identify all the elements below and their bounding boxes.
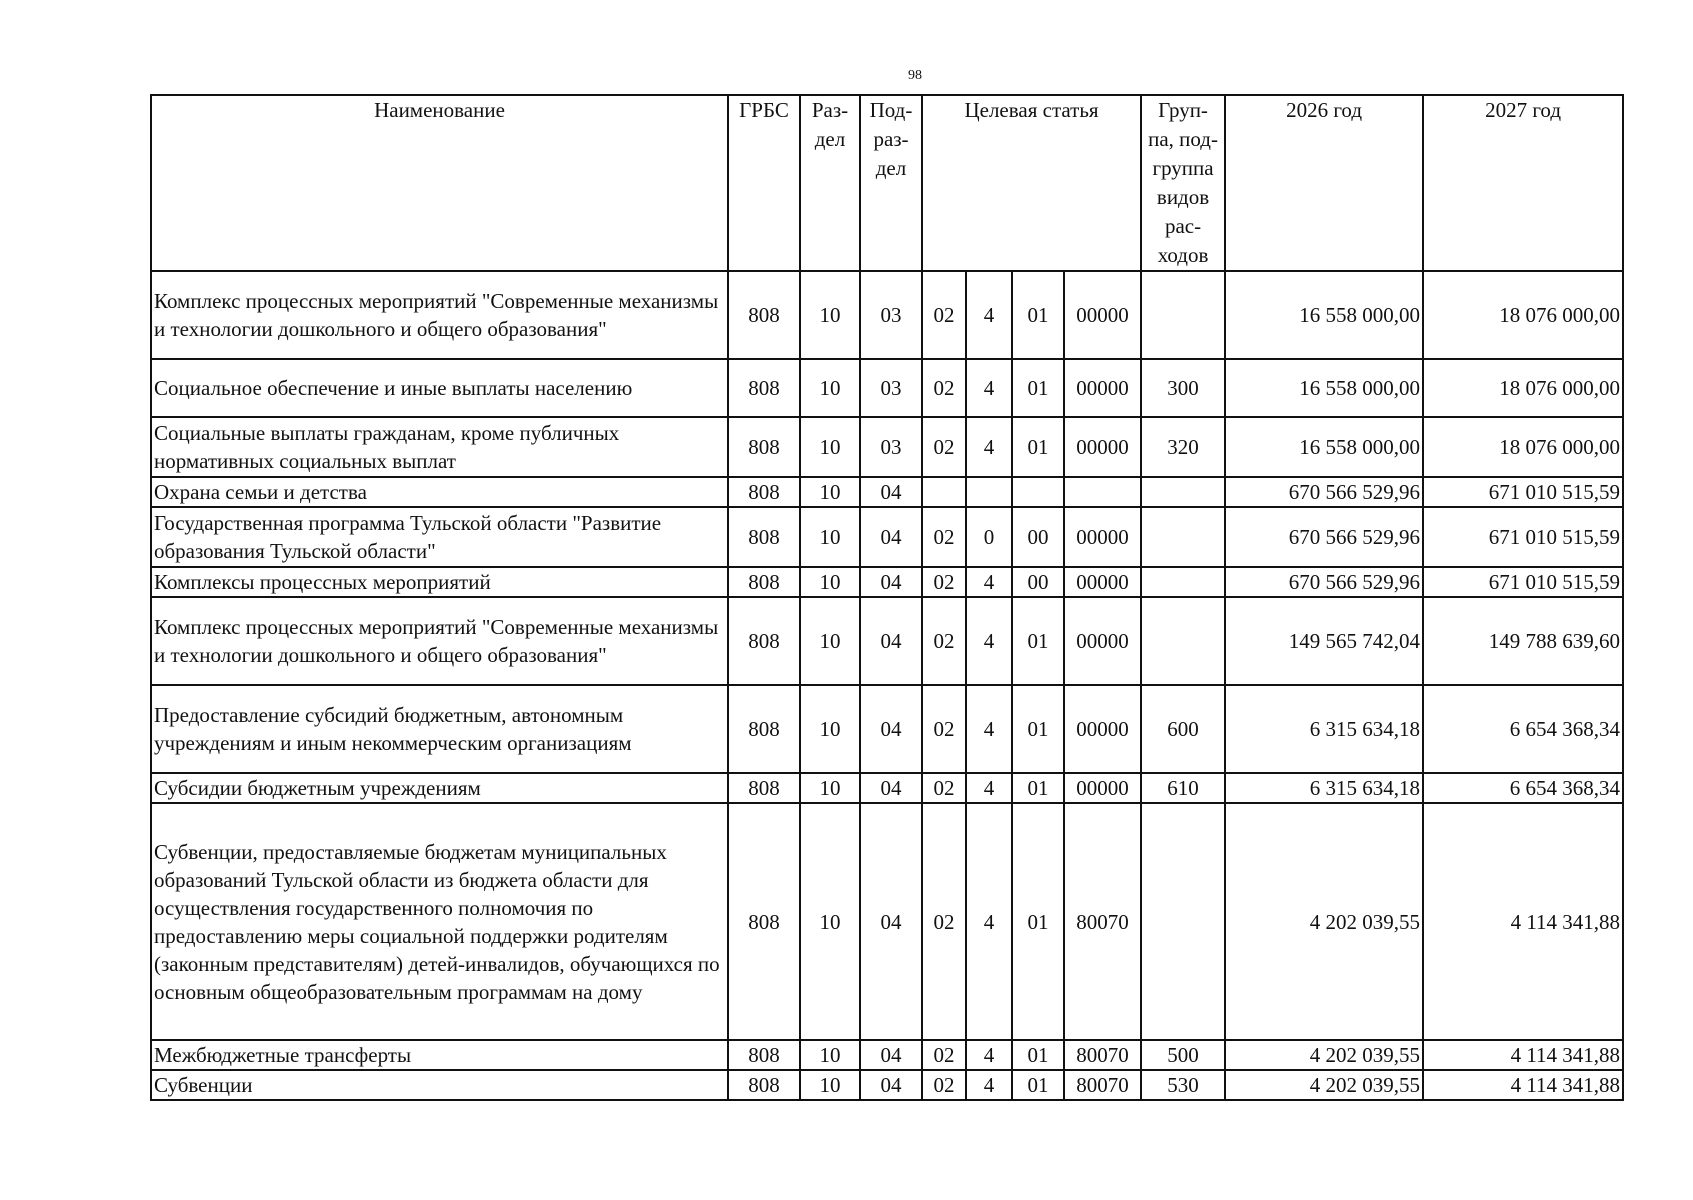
- table-row: [151, 773, 1623, 803]
- table-row: [151, 803, 1623, 1040]
- table-row: [151, 507, 1623, 567]
- row-value-2027: 671 010 515,59: [1423, 477, 1623, 507]
- row-expense-group: [1141, 271, 1225, 359]
- row-podrazdel: 04: [860, 1070, 922, 1100]
- row-value-2026: 6 315 634,18: [1225, 773, 1423, 803]
- row-name: Комплексы процессных мероприятий: [151, 567, 728, 597]
- row-value-2027: 4 114 341,88: [1423, 1040, 1623, 1070]
- row-value-2026: 16 558 000,00: [1225, 271, 1423, 359]
- header-grbs: ГРБС: [728, 95, 800, 271]
- row-value-2026: 149 565 742,04: [1225, 597, 1423, 685]
- row-expense-group: [1141, 597, 1225, 685]
- row-podrazdel: 04: [860, 1040, 922, 1070]
- row-target-type: 4: [966, 597, 1012, 685]
- row-podrazdel: 03: [860, 359, 922, 417]
- table-body: [151, 271, 1623, 1100]
- row-razdel: 10: [800, 773, 860, 803]
- row-target-direction: 80070: [1064, 1070, 1141, 1100]
- table-row: [151, 1070, 1623, 1100]
- row-target-type: 4: [966, 567, 1012, 597]
- row-grbs: 808: [728, 597, 800, 685]
- row-value-2027: 18 076 000,00: [1423, 359, 1623, 417]
- row-value-2027: 149 788 639,60: [1423, 597, 1623, 685]
- row-razdel: 10: [800, 271, 860, 359]
- row-target-subprogram: 01: [1012, 359, 1064, 417]
- row-expense-group: 530: [1141, 1070, 1225, 1100]
- row-grbs: 808: [728, 685, 800, 773]
- table-row: [151, 567, 1623, 597]
- row-razdel: 10: [800, 359, 860, 417]
- row-value-2026: 670 566 529,96: [1225, 567, 1423, 597]
- row-target-type: 4: [966, 685, 1012, 773]
- table-row: [151, 597, 1623, 685]
- row-target-direction: 00000: [1064, 417, 1141, 477]
- header-name: Наименование: [151, 95, 728, 271]
- row-name: Субвенции, предоставляемые бюджетам муниципальных образований Тульской области из бюджета области для осуществления государственного полномочия по предоставлению меры социальной поддержки родителям (законным представителям) детей-инвалидов, обучающихся по основным общеобразовательным программам на дому: [151, 803, 728, 1040]
- row-value-2026: 6 315 634,18: [1225, 685, 1423, 773]
- row-target-subprogram: 01: [1012, 417, 1064, 477]
- row-expense-group: 610: [1141, 773, 1225, 803]
- row-value-2026: 4 202 039,55: [1225, 1040, 1423, 1070]
- row-expense-group: [1141, 507, 1225, 567]
- row-target-type: 4: [966, 417, 1012, 477]
- budget-table: [150, 94, 1624, 1101]
- row-target-type: 4: [966, 1070, 1012, 1100]
- row-grbs: 808: [728, 773, 800, 803]
- row-value-2026: 670 566 529,96: [1225, 477, 1423, 507]
- header-year-2026: 2026 год: [1225, 95, 1423, 271]
- row-razdel: 10: [800, 597, 860, 685]
- row-target-direction: 80070: [1064, 1040, 1141, 1070]
- row-razdel: 10: [800, 1070, 860, 1100]
- row-target-program: 02: [922, 1040, 966, 1070]
- page-number: 98: [908, 68, 922, 83]
- row-razdel: 10: [800, 1040, 860, 1070]
- row-target-program: 02: [922, 803, 966, 1040]
- row-podrazdel: 04: [860, 477, 922, 507]
- row-target-program: 02: [922, 359, 966, 417]
- row-target-program: 02: [922, 597, 966, 685]
- row-grbs: 808: [728, 271, 800, 359]
- row-grbs: 808: [728, 507, 800, 567]
- row-grbs: 808: [728, 567, 800, 597]
- row-value-2027: 6 654 368,34: [1423, 773, 1623, 803]
- row-target-type: 4: [966, 803, 1012, 1040]
- header-target-article: Целевая статья: [922, 95, 1141, 271]
- row-target-type: 4: [966, 359, 1012, 417]
- row-podrazdel: 04: [860, 773, 922, 803]
- row-razdel: 10: [800, 477, 860, 507]
- row-podrazdel: 03: [860, 271, 922, 359]
- row-razdel: 10: [800, 803, 860, 1040]
- header-razdel: Раз- дел: [800, 95, 860, 271]
- row-value-2026: 4 202 039,55: [1225, 1070, 1423, 1100]
- row-value-2027: 18 076 000,00: [1423, 271, 1623, 359]
- row-expense-group: [1141, 803, 1225, 1040]
- table-row: [151, 1040, 1623, 1070]
- table-row: [151, 685, 1623, 773]
- row-value-2026: 4 202 039,55: [1225, 803, 1423, 1040]
- row-value-2026: 670 566 529,96: [1225, 507, 1423, 567]
- row-target-direction: 00000: [1064, 597, 1141, 685]
- row-target-direction: 00000: [1064, 773, 1141, 803]
- row-expense-group: 600: [1141, 685, 1225, 773]
- row-name: Комплекс процессных мероприятий "Современные механизмы и технологии дошкольного и общего образования": [151, 271, 728, 359]
- row-name: Субсидии бюджетным учреждениям: [151, 773, 728, 803]
- row-value-2027: 671 010 515,59: [1423, 507, 1623, 567]
- row-value-2027: 6 654 368,34: [1423, 685, 1623, 773]
- row-expense-group: 300: [1141, 359, 1225, 417]
- row-value-2026: 16 558 000,00: [1225, 417, 1423, 477]
- row-podrazdel: 04: [860, 597, 922, 685]
- header-podrazdel: Под- раз- дел: [860, 95, 922, 271]
- row-value-2026: 16 558 000,00: [1225, 359, 1423, 417]
- row-podrazdel: 04: [860, 803, 922, 1040]
- row-grbs: 808: [728, 803, 800, 1040]
- row-target-subprogram: 01: [1012, 685, 1064, 773]
- row-razdel: 10: [800, 567, 860, 597]
- row-podrazdel: 04: [860, 507, 922, 567]
- row-name: Государственная программа Тульской области "Развитие образования Тульской области": [151, 507, 728, 567]
- row-target-type: 0: [966, 507, 1012, 567]
- row-target-program: 02: [922, 271, 966, 359]
- row-name: Межбюджетные трансферты: [151, 1040, 728, 1070]
- row-target-program: 02: [922, 1070, 966, 1100]
- row-target-direction: 80070: [1064, 803, 1141, 1040]
- table-header-row: [151, 95, 1623, 271]
- row-name: Охрана семьи и детства: [151, 477, 728, 507]
- table-row: [151, 417, 1623, 477]
- row-target-subprogram: [1012, 477, 1064, 507]
- header-year-2027: 2027 год: [1423, 95, 1623, 271]
- row-target-program: 02: [922, 417, 966, 477]
- row-target-direction: 00000: [1064, 685, 1141, 773]
- row-grbs: 808: [728, 359, 800, 417]
- table-row: [151, 271, 1623, 359]
- row-name: Социальное обеспечение и иные выплаты населению: [151, 359, 728, 417]
- row-target-subprogram: 01: [1012, 1070, 1064, 1100]
- row-target-direction: [1064, 477, 1141, 507]
- row-value-2027: 4 114 341,88: [1423, 803, 1623, 1040]
- row-target-type: 4: [966, 271, 1012, 359]
- row-target-direction: 00000: [1064, 271, 1141, 359]
- row-target-subprogram: 01: [1012, 597, 1064, 685]
- row-target-type: [966, 477, 1012, 507]
- row-target-type: 4: [966, 1040, 1012, 1070]
- row-grbs: 808: [728, 1040, 800, 1070]
- row-name: Социальные выплаты гражданам, кроме публичных нормативных социальных выплат: [151, 417, 728, 477]
- row-razdel: 10: [800, 685, 860, 773]
- row-razdel: 10: [800, 507, 860, 567]
- row-value-2027: 671 010 515,59: [1423, 567, 1623, 597]
- row-target-subprogram: 00: [1012, 507, 1064, 567]
- table-row: [151, 477, 1623, 507]
- table-row: [151, 359, 1623, 417]
- row-target-subprogram: 01: [1012, 1040, 1064, 1070]
- row-grbs: 808: [728, 1070, 800, 1100]
- row-expense-group: [1141, 477, 1225, 507]
- row-razdel: 10: [800, 417, 860, 477]
- row-target-subprogram: 01: [1012, 803, 1064, 1040]
- row-name: Предоставление субсидий бюджетным, автономным учреждениям и иным некоммерческим организациям: [151, 685, 728, 773]
- row-expense-group: 500: [1141, 1040, 1225, 1070]
- row-target-subprogram: 01: [1012, 773, 1064, 803]
- header-expense-group: Груп- па, под- группа видов рас- ходов: [1141, 95, 1225, 271]
- row-podrazdel: 04: [860, 567, 922, 597]
- row-expense-group: 320: [1141, 417, 1225, 477]
- row-expense-group: [1141, 567, 1225, 597]
- row-target-program: [922, 477, 966, 507]
- row-target-direction: 00000: [1064, 507, 1141, 567]
- row-grbs: 808: [728, 477, 800, 507]
- row-target-program: 02: [922, 567, 966, 597]
- row-target-program: 02: [922, 685, 966, 773]
- row-grbs: 808: [728, 417, 800, 477]
- row-name: Комплекс процессных мероприятий "Современные механизмы и технологии дошкольного и общего образования": [151, 597, 728, 685]
- row-name: Субвенции: [151, 1070, 728, 1100]
- row-target-subprogram: 01: [1012, 271, 1064, 359]
- row-target-program: 02: [922, 773, 966, 803]
- row-podrazdel: 03: [860, 417, 922, 477]
- row-target-subprogram: 00: [1012, 567, 1064, 597]
- row-value-2027: 18 076 000,00: [1423, 417, 1623, 477]
- row-podrazdel: 04: [860, 685, 922, 773]
- row-target-direction: 00000: [1064, 359, 1141, 417]
- row-target-direction: 00000: [1064, 567, 1141, 597]
- row-target-program: 02: [922, 507, 966, 567]
- row-value-2027: 4 114 341,88: [1423, 1070, 1623, 1100]
- row-target-type: 4: [966, 773, 1012, 803]
